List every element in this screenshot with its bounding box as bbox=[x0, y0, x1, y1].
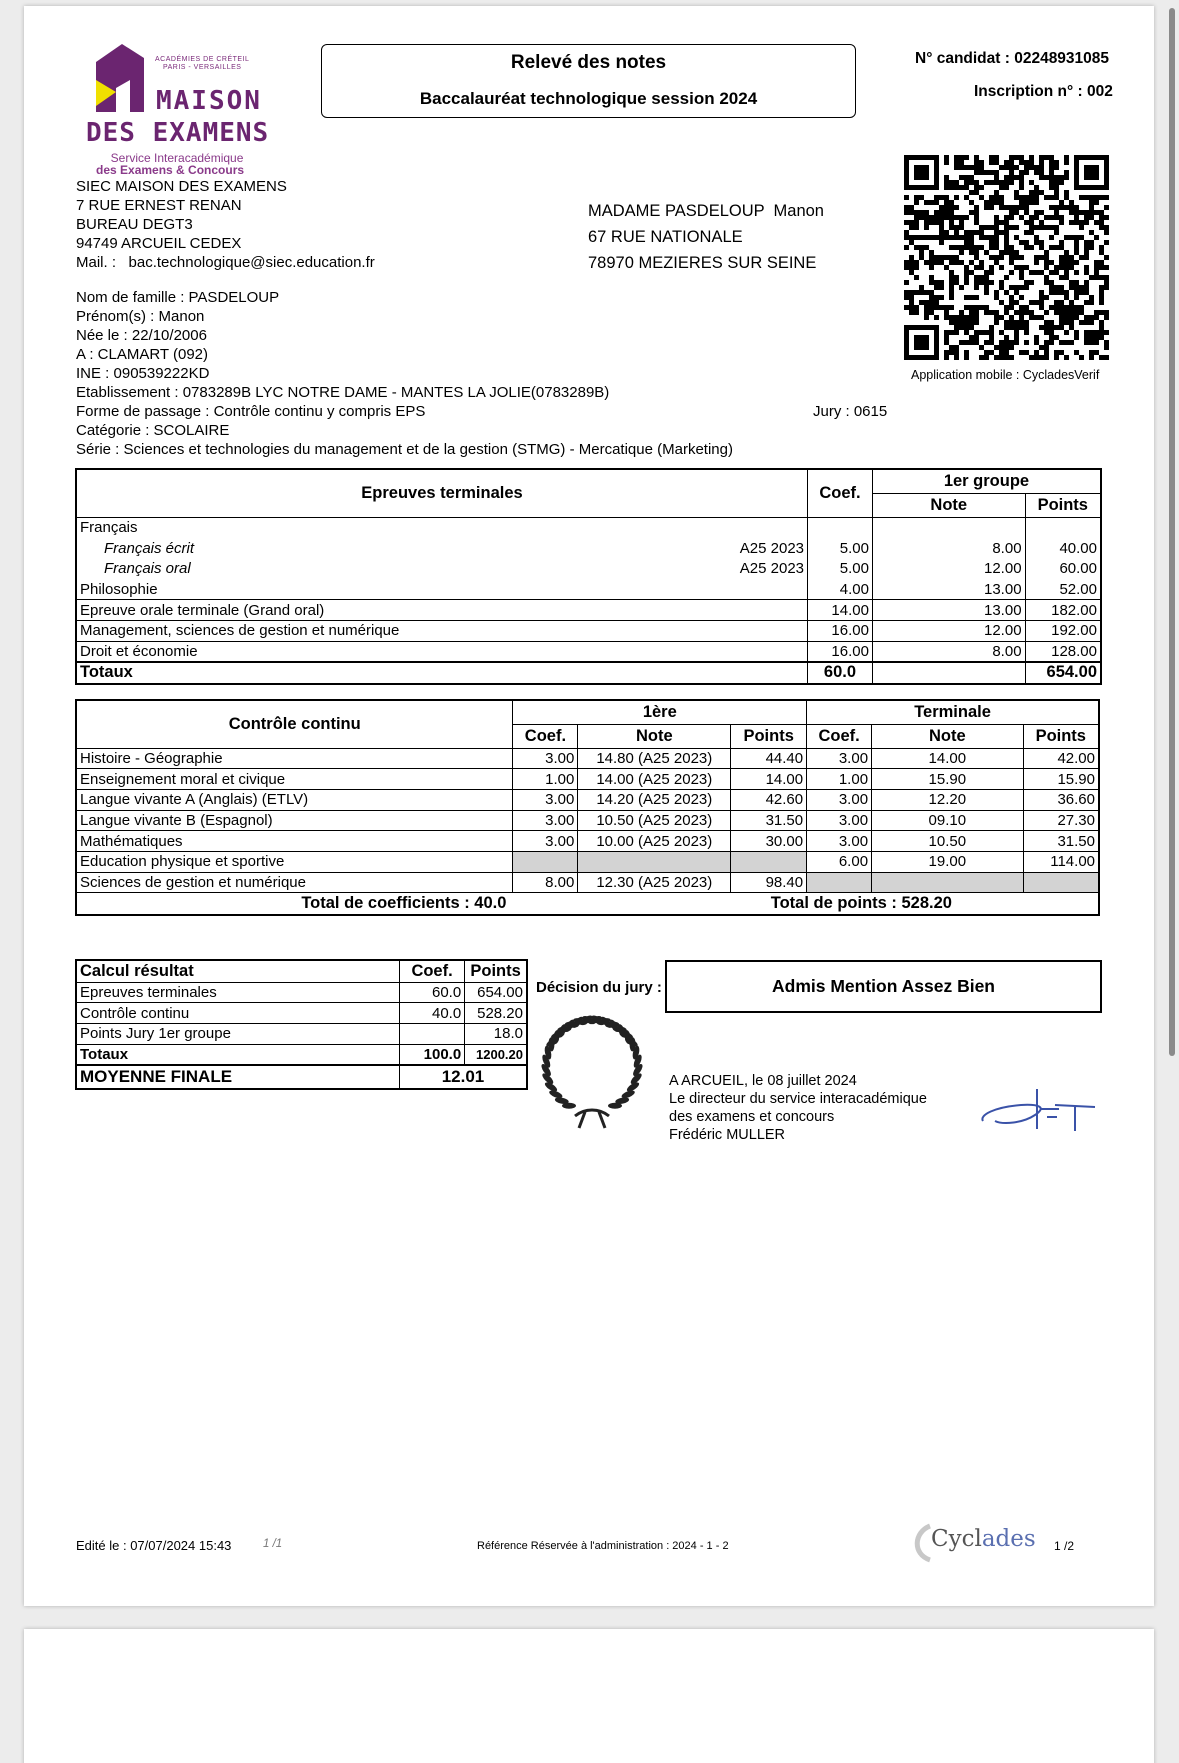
decision-value: Admis Mention Assez Bien bbox=[772, 976, 995, 996]
subject-label: Langue vivante B (Espagnol) bbox=[76, 810, 513, 831]
subject-cell bbox=[76, 600, 808, 621]
cc-header-premiere: 1ère bbox=[513, 700, 807, 724]
cell-coef: 14.00 bbox=[808, 600, 873, 621]
subject-label: Epreuve orale terminale (Grand oral) bbox=[80, 601, 325, 619]
moyenne-label: MOYENNE FINALE bbox=[76, 1065, 399, 1089]
cell-p1: 44.40 bbox=[731, 748, 807, 769]
table-row bbox=[76, 538, 1101, 559]
cell-c1: 3.00 bbox=[513, 748, 578, 769]
cell-p2: 36.60 bbox=[1023, 789, 1099, 810]
logo-examens: DES EXAMENS bbox=[86, 118, 270, 148]
cell-points: 182.00 bbox=[1025, 600, 1101, 621]
cell-c1: 8.00 bbox=[513, 872, 578, 893]
laurel-wreath-seal bbox=[535, 1008, 650, 1133]
cell-c2: 3.00 bbox=[807, 748, 872, 769]
table-row bbox=[76, 558, 1101, 579]
candidate-categorie: Catégorie : SCOLAIRE bbox=[76, 422, 230, 439]
epreuves-header-coef: Coef. bbox=[808, 469, 873, 517]
cell-p2 bbox=[1023, 872, 1099, 893]
document-page-2 bbox=[24, 1629, 1154, 1763]
calcul-rows bbox=[76, 982, 527, 1044]
table-row bbox=[76, 831, 1099, 852]
cc-totals-row bbox=[76, 893, 1099, 915]
table-row bbox=[76, 982, 527, 1003]
cell-n2 bbox=[872, 872, 1024, 893]
table-row bbox=[76, 1023, 527, 1044]
signature-role-1: Le directeur du service interacadémique bbox=[669, 1091, 927, 1107]
cell-coef: 4.00 bbox=[808, 579, 873, 600]
subject-label: Langue vivante A (Anglais) (ETLV) bbox=[76, 789, 513, 810]
cell-coef: 16.00 bbox=[808, 641, 873, 662]
cc-total-points: Total de points : 528.20 bbox=[731, 893, 1099, 915]
subject-label: Histoire - Géographie bbox=[76, 748, 513, 769]
cell-p1: 98.40 bbox=[731, 872, 807, 893]
subject-label: Education physique et sportive bbox=[76, 851, 513, 872]
subject-cell bbox=[76, 538, 808, 559]
sender-mail-label: Mail. : bbox=[76, 254, 117, 271]
cell-n2: 09.10 bbox=[872, 810, 1024, 831]
calcul-label: Points Jury 1er groupe bbox=[76, 1023, 399, 1044]
qr-caption: Application mobile : CycladesVerif bbox=[911, 368, 1100, 382]
calcul-header-points: Points bbox=[465, 960, 527, 982]
cell-p1: 14.00 bbox=[731, 769, 807, 790]
qr-code bbox=[904, 155, 1109, 360]
signature-name: Frédéric MULLER bbox=[669, 1127, 786, 1143]
calcul-points: 654.00 bbox=[465, 982, 527, 1003]
cell-n1: 14.80 (A25 2023) bbox=[578, 748, 731, 769]
moyenne-row bbox=[76, 1065, 527, 1089]
subject-label: Mathématiques bbox=[76, 831, 513, 852]
table-row bbox=[76, 579, 1101, 600]
recipient-street: 67 RUE NATIONALE bbox=[588, 228, 743, 246]
sender-address bbox=[76, 177, 375, 272]
recipient-name: MADAME PASDELOUP Manon bbox=[588, 202, 824, 220]
calcul-label: Epreuves terminales bbox=[76, 982, 399, 1003]
calcul-totals-row bbox=[76, 1044, 527, 1065]
cell-c2: 3.00 bbox=[807, 831, 872, 852]
cell-c1 bbox=[513, 851, 578, 872]
table-row bbox=[76, 1003, 527, 1024]
subject-label: Français écrit bbox=[104, 539, 195, 557]
logo-academies: ACADÉMIES DE CRÉTEIL PARIS - VERSAILLES bbox=[155, 56, 250, 71]
subject-cell bbox=[76, 641, 808, 662]
scrollbar[interactable] bbox=[1169, 8, 1175, 1056]
empty-cell bbox=[1025, 517, 1101, 538]
logo-service-line2: des Examens & Concours bbox=[96, 163, 245, 177]
cell-c1: 3.00 bbox=[513, 789, 578, 810]
subject-cell bbox=[76, 558, 808, 579]
candidate-nom: Nom de famille : PASDELOUP bbox=[76, 289, 280, 306]
calcul-points: 18.0 bbox=[465, 1023, 527, 1044]
logo-service-line1: Service Interacadémique bbox=[110, 151, 244, 165]
subject-francais: Français bbox=[76, 517, 808, 538]
signature-role-2: des examens et concours bbox=[669, 1109, 835, 1125]
cell-n1: 10.00 (A25 2023) bbox=[578, 831, 731, 852]
candidate-forme: Forme de passage : Contrôle continu y compris EPS bbox=[76, 403, 426, 420]
cell-n2: 15.90 bbox=[872, 769, 1024, 790]
sender-line3: BUREAU DEGT3 bbox=[76, 216, 193, 233]
subject-label: Français oral bbox=[104, 560, 191, 578]
calcul-totaux-coef: 100.0 bbox=[399, 1044, 464, 1065]
epreuves-terminales-table bbox=[75, 468, 1102, 685]
cyclades-brand-a: Cycl bbox=[931, 1526, 982, 1552]
cell-n1 bbox=[578, 851, 731, 872]
epreuves-header-group: 1er groupe bbox=[872, 469, 1101, 493]
cell-note: 13.00 bbox=[872, 600, 1025, 621]
logo-service bbox=[96, 152, 244, 176]
cell-note: 12.00 bbox=[872, 620, 1025, 641]
cell-p2: 15.90 bbox=[1023, 769, 1099, 790]
sender-line4: 94749 ARCUEIL CEDEX bbox=[76, 235, 242, 252]
cell-note: 8.00 bbox=[872, 641, 1025, 662]
recipient-address bbox=[588, 198, 824, 276]
cc-header-coef1: Coef. bbox=[513, 724, 578, 748]
title-box bbox=[321, 44, 856, 118]
calcul-points: 528.20 bbox=[465, 1003, 527, 1024]
calcul-title: Calcul résultat bbox=[76, 960, 399, 982]
cc-header-note1: Note bbox=[578, 724, 731, 748]
table-row bbox=[76, 789, 1099, 810]
recipient-city: 78970 MEZIERES SUR SEINE bbox=[588, 254, 817, 272]
cell-p1 bbox=[731, 851, 807, 872]
cc-header-title: Contrôle continu bbox=[76, 700, 513, 748]
cc-header-note2: Note bbox=[872, 724, 1024, 748]
cell-c2: 3.00 bbox=[807, 789, 872, 810]
cell-coef: 16.00 bbox=[808, 620, 873, 641]
epreuves-header-points: Points bbox=[1025, 493, 1101, 517]
cell-points: 52.00 bbox=[1025, 579, 1101, 600]
document-title: Relevé des notes bbox=[510, 52, 667, 73]
subject-session: A25 2023 bbox=[739, 560, 805, 578]
cell-p2: 42.00 bbox=[1023, 748, 1099, 769]
empty-cell bbox=[872, 662, 1025, 684]
candidate-etablissement: Etablissement : 0783289B LYC NOTRE DAME - MANTES LA JOLIE(0783289B) bbox=[76, 384, 610, 401]
signature-block bbox=[669, 1072, 927, 1144]
cc-header-points1: Points bbox=[731, 724, 807, 748]
epreuves-rows bbox=[76, 538, 1101, 662]
table-row bbox=[76, 769, 1099, 790]
candidat-number: N° candidat : 02248931085 bbox=[915, 50, 1110, 67]
cell-n2: 14.00 bbox=[872, 748, 1024, 769]
document-subtitle: Baccalauréat technologique session 2024 bbox=[419, 89, 758, 108]
epreuves-totals-row bbox=[76, 662, 1101, 684]
cell-c1: 3.00 bbox=[513, 831, 578, 852]
subject-cell bbox=[76, 620, 808, 641]
epreuves-totaux-label: Totaux bbox=[76, 662, 808, 684]
signature-place-date: A ARCUEIL, le 08 juillet 2024 bbox=[669, 1073, 857, 1089]
decision-label: Décision du jury : bbox=[536, 979, 662, 996]
cell-c2: 1.00 bbox=[807, 769, 872, 790]
cell-n1: 14.20 (A25 2023) bbox=[578, 789, 731, 810]
cell-coef: 5.00 bbox=[808, 538, 873, 559]
moyenne-value: 12.01 bbox=[399, 1065, 527, 1089]
footer-pages-left: 1 /1 bbox=[263, 1538, 283, 1550]
logo-house-icon bbox=[86, 40, 166, 120]
calcul-coef: 60.0 bbox=[399, 982, 464, 1003]
cc-header-terminale: Terminale bbox=[807, 700, 1099, 724]
cell-p1: 42.60 bbox=[731, 789, 807, 810]
candidate-birthdate: Née le : 22/10/2006 bbox=[76, 327, 207, 344]
calcul-resultat-table bbox=[75, 959, 528, 1090]
table-row bbox=[76, 810, 1099, 831]
footer-reference: Référence Réservée à l'administration : 2024 - 1 - 2 bbox=[477, 1540, 729, 1552]
cell-coef: 5.00 bbox=[808, 558, 873, 579]
sender-mail-row bbox=[76, 253, 375, 272]
cell-p2: 31.50 bbox=[1023, 831, 1099, 852]
empty-cell bbox=[808, 517, 873, 538]
handwritten-signature bbox=[975, 1085, 1100, 1145]
sender-line2: 7 RUE ERNEST RENAN bbox=[76, 197, 242, 214]
subject-label: Sciences de gestion et numérique bbox=[76, 872, 513, 893]
cell-n2: 10.50 bbox=[872, 831, 1024, 852]
cell-note: 13.00 bbox=[872, 579, 1025, 600]
cell-c2 bbox=[807, 872, 872, 893]
cell-p2: 27.30 bbox=[1023, 810, 1099, 831]
table-row bbox=[76, 872, 1099, 893]
cell-c2: 3.00 bbox=[807, 810, 872, 831]
cc-total-coef: Total de coefficients : 40.0 bbox=[76, 893, 731, 915]
epreuves-totaux-points: 654.00 bbox=[1025, 662, 1101, 684]
table-row bbox=[76, 517, 1101, 538]
empty-cell bbox=[872, 517, 1025, 538]
cc-header-coef2: Coef. bbox=[807, 724, 872, 748]
logo-maison: MAISON bbox=[156, 86, 262, 116]
calcul-totaux-label: Totaux bbox=[76, 1044, 399, 1065]
cyclades-brand-b: ades bbox=[981, 1526, 1036, 1552]
cell-n1: 14.00 (A25 2023) bbox=[578, 769, 731, 790]
cell-n1: 10.50 (A25 2023) bbox=[578, 810, 731, 831]
cell-c2: 6.00 bbox=[807, 851, 872, 872]
table-row bbox=[76, 641, 1101, 662]
cell-points: 40.00 bbox=[1025, 538, 1101, 559]
controle-continu-table bbox=[75, 699, 1100, 916]
table-row bbox=[76, 851, 1099, 872]
cell-note: 12.00 bbox=[872, 558, 1025, 579]
calcul-totaux-points: 1200.20 bbox=[465, 1044, 527, 1065]
calcul-header-coef: Coef. bbox=[399, 960, 464, 982]
inscription-number: Inscription n° : 002 bbox=[974, 83, 1113, 100]
subject-label: Enseignement moral et civique bbox=[76, 769, 513, 790]
candidate-info bbox=[76, 288, 733, 459]
table-row bbox=[76, 600, 1101, 621]
calcul-label: Contrôle continu bbox=[76, 1003, 399, 1024]
cc-rows bbox=[76, 748, 1099, 893]
cell-c1: 1.00 bbox=[513, 769, 578, 790]
cell-c1: 3.00 bbox=[513, 810, 578, 831]
subject-label: Management, sciences de gestion et numérique bbox=[80, 622, 400, 640]
calcul-coef: 40.0 bbox=[399, 1003, 464, 1024]
decision-box bbox=[665, 960, 1102, 1013]
subject-session: A25 2023 bbox=[739, 539, 805, 557]
subject-cell bbox=[76, 579, 808, 600]
epreuves-header-note: Note bbox=[872, 493, 1025, 517]
cell-points: 192.00 bbox=[1025, 620, 1101, 641]
cell-n1: 12.30 (A25 2023) bbox=[578, 872, 731, 893]
cell-n2: 12.20 bbox=[872, 789, 1024, 810]
jury-number: Jury : 0615 bbox=[813, 403, 888, 420]
cell-n2: 19.00 bbox=[872, 851, 1024, 872]
cell-note: 8.00 bbox=[872, 538, 1025, 559]
cell-p2: 114.00 bbox=[1023, 851, 1099, 872]
cell-p1: 31.50 bbox=[731, 810, 807, 831]
candidate-ine: INE : 090539222KD bbox=[76, 365, 210, 382]
sender-mail[interactable]: bac.technologique@siec.education.fr bbox=[128, 254, 375, 271]
candidate-prenom: Prénom(s) : Manon bbox=[76, 308, 205, 325]
table-row bbox=[76, 620, 1101, 641]
candidate-birthplace: A : CLAMART (092) bbox=[76, 346, 208, 363]
cell-points: 128.00 bbox=[1025, 641, 1101, 662]
epreuves-totaux-coef: 60.0 bbox=[808, 662, 873, 684]
cc-header-points2: Points bbox=[1023, 724, 1099, 748]
epreuves-header-title: Epreuves terminales bbox=[76, 469, 808, 517]
sender-line1: SIEC MAISON DES EXAMENS bbox=[76, 178, 287, 195]
footer-edited: Edité le : 07/07/2024 15:43 bbox=[76, 1538, 232, 1553]
calcul-coef bbox=[399, 1023, 464, 1044]
cell-p1: 30.00 bbox=[731, 831, 807, 852]
subject-label: Droit et économie bbox=[80, 642, 198, 660]
table-row bbox=[76, 748, 1099, 769]
cell-points: 60.00 bbox=[1025, 558, 1101, 579]
candidate-serie: Série : Sciences et technologies du management et de la gestion (STMG) - Mercatique (Marketing) bbox=[76, 441, 733, 458]
footer-pages-right: 1 /2 bbox=[1054, 1539, 1075, 1553]
subject-label: Philosophie bbox=[80, 580, 158, 598]
